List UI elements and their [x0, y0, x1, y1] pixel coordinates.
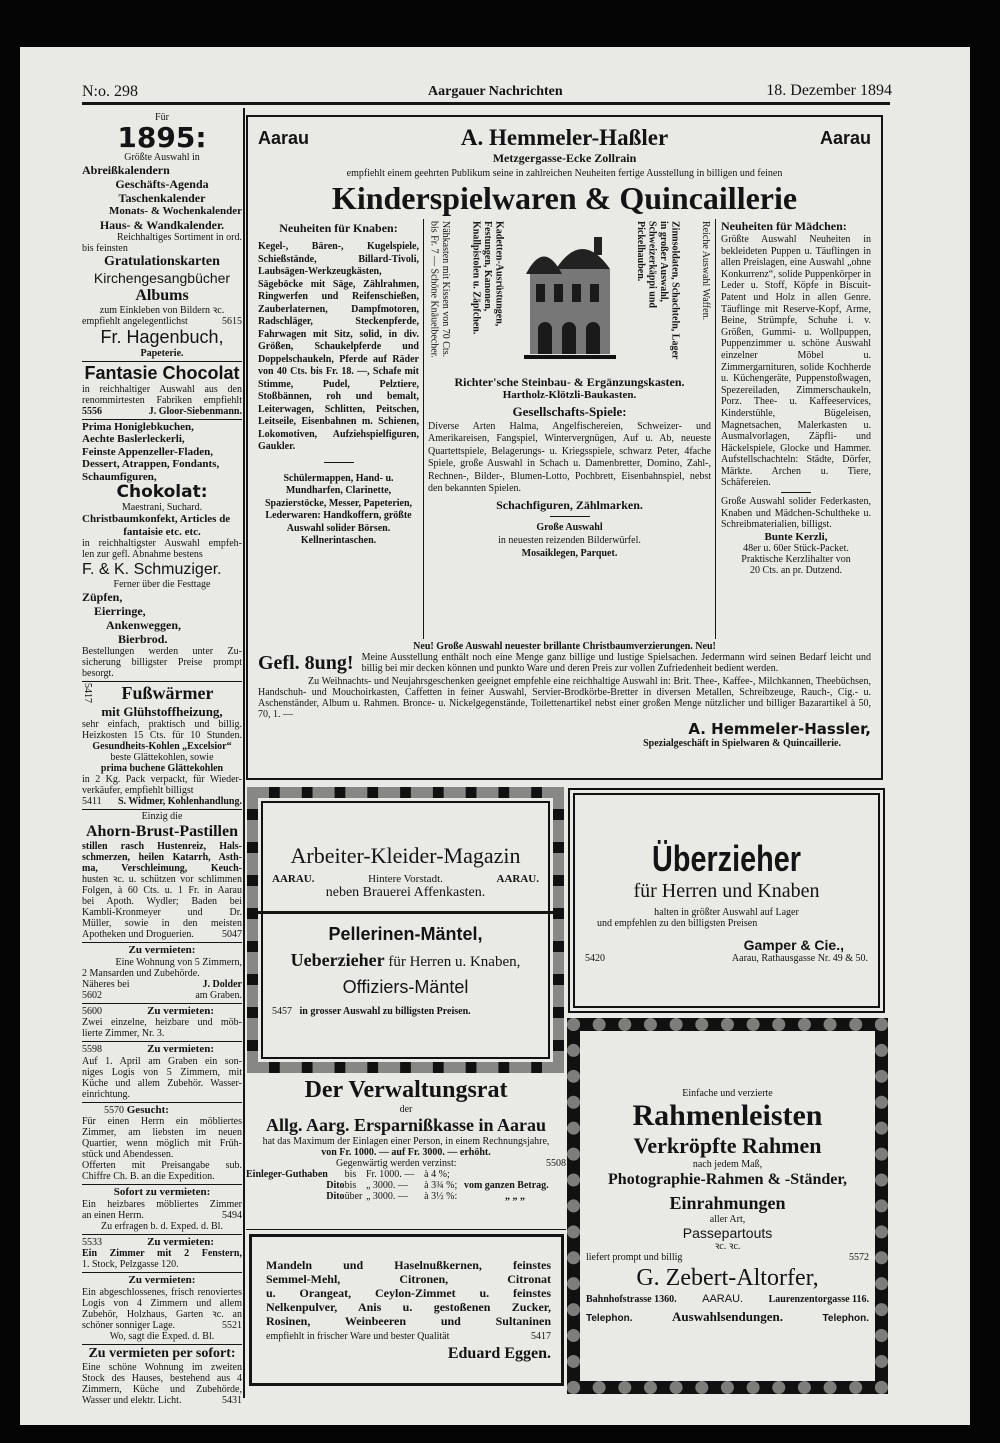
ad-number: 5600 — [82, 1005, 102, 1017]
text: Größte Auswahl Neuheiten in bekleideten Puppen u. Täuflingen in allen Preislagen, eine Auswahl „ohne Konkurrenz“, solide Puppenkörper in Leder u. Stoff, Köpfe in Biscuit-Patent und Holz in allen Genre. Täuflinge mit Reserve-Kopf, Arme, Beine, Strümpfe, Schuhe i. v. Größen, Gummi- u. Wollpuppen, Puppenzimmer u. schöne Auswahl einzelner Möbel u. Zimmergarnituren, solide Kochherde u. Küchengeräte, Puppenstoßwagen, Spezereiladen, Zimmerschaukeln, Porz. Thee- u. Kaffeeservices, Kinderstühle, Bügeleisen, Magnetsachen, Malerkasten u. Ausmalvorlagen, Zäpfli- und Häckelspiele, Glocke und Hammer. Aufstellschachteln: Städte, Dörfer, Märkte. Archen u. Tiere, Schäfereien. — [721, 234, 871, 489]
eggen-ad — [249, 1234, 564, 1386]
rent-ad-5494 — [82, 1185, 242, 1235]
text: Kirchengesangbücher — [93, 269, 231, 286]
text: Monats- & Wochenkalender — [108, 205, 242, 217]
ad-title: Zu vermieten: — [147, 1043, 214, 1055]
text: Kadetten-Ausrüstungen, Festungen, Kanonen, Knallpistolen u. Zäpfchen. — [470, 221, 505, 335]
text: Gefl. 8ung! — [258, 652, 354, 674]
text: besorgt. — [82, 668, 114, 679]
gamper-content — [575, 795, 878, 1006]
text: Zubehör, Holzhaus, Garten ꝛc. an — [82, 1308, 242, 1320]
schmuziger-ad — [82, 420, 242, 683]
cell: „ „ „ — [504, 1191, 525, 1202]
text: Logis von 4 Zimmern und allem — [82, 1297, 242, 1309]
chocolat-ad — [82, 362, 242, 420]
advertiser-name: S. Widmer, Kohlenhandlung. — [117, 796, 242, 807]
text: in reichhaltigster Auswahl empfeh- — [82, 538, 242, 549]
gamper-ad — [568, 788, 885, 1013]
text: Eine schöne Wohnung im zweiten — [82, 1361, 242, 1373]
text: an einen Herrn. — [82, 1209, 144, 1221]
ad-number: 5570 — [104, 1104, 124, 1116]
text: am Graben. — [195, 989, 242, 1001]
advertiser-name: J. Gloor-Siebenmann. — [148, 405, 242, 417]
issue-date: 18. Dezember 1894 — [766, 82, 892, 99]
ad-title: Zu vermieten per sofort: — [88, 1345, 236, 1361]
text: schöner sonniger Lage. — [82, 1319, 176, 1331]
text: Apotheken und Droguerien. — [82, 929, 194, 940]
text: Einzig die — [141, 811, 183, 822]
arbeiter-content — [258, 798, 553, 1062]
cell: „ 3000. — — [365, 1191, 408, 1202]
cell: à 3¾ %; — [424, 1180, 458, 1191]
ad-title: Überzieher — [652, 837, 801, 879]
text: Neu! Große Auswahl neuester brillante Christbaumverzierungen. Neu! — [413, 641, 716, 652]
text: Abreißkalendern — [82, 163, 170, 177]
hemmeler-ad — [246, 115, 883, 780]
cell: Fr. 1000. — — [365, 1169, 415, 1180]
section-title: Neuheiten für Mädchen: — [721, 219, 847, 233]
text: der — [399, 1104, 413, 1115]
ad-number: 5431 — [222, 1394, 242, 1406]
text: renommirtesten Fabriken empfiehlt — [82, 394, 242, 406]
text: Eierringe, — [94, 604, 146, 618]
text: Auswahlsendungen. — [672, 1308, 783, 1324]
text: Haus- & Wandkalender. — [99, 217, 225, 232]
text: Zu erfragen b. d. Exped. d. Bl. — [101, 1220, 223, 1232]
text: empfiehlt in frischer Ware und bester Qualität — [266, 1330, 450, 1342]
text: Schachfiguren, Zählmarken. — [496, 497, 643, 512]
text: Ein heizbares möbliertes Zimmer — [82, 1198, 242, 1210]
text: 2 Mansarden und Zubehörde. — [82, 967, 200, 979]
text: liefert prompt und billig — [586, 1252, 683, 1264]
girls-section — [716, 219, 871, 639]
divider — [258, 911, 553, 914]
text: Züpfen, — [82, 590, 123, 604]
text: Einfache und verzierte — [682, 1088, 773, 1100]
divider — [781, 492, 811, 493]
text: Offerten mit Preisangabe sub. — [82, 1160, 242, 1171]
text: sehr einfach, praktisch und billig. — [82, 719, 242, 730]
text: Telephon. — [586, 1312, 633, 1324]
text: empfiehlt angelegentlichst — [82, 315, 188, 327]
interest-table — [246, 1169, 566, 1202]
newspaper-title: Aargauer Nachrichten — [428, 84, 563, 99]
header-rule — [82, 102, 890, 105]
gefl-row — [258, 652, 871, 674]
ad-number: 5417 — [531, 1330, 551, 1342]
text: Für — [155, 112, 169, 123]
text: Prima Honiglebkuchen, — [82, 420, 194, 433]
divider — [324, 462, 354, 463]
text: schmerzen, heilen Katarrh, Asth- — [82, 852, 242, 863]
city-label: AARAU. — [702, 1293, 744, 1306]
rent-ad-5600 — [82, 1004, 242, 1043]
rent-ad-5598 — [82, 1042, 242, 1103]
text: Wasser und elektr. Licht. — [82, 1394, 182, 1406]
building-illustration — [524, 229, 616, 359]
ad-title: Fantasie Chocolat — [84, 362, 240, 383]
text: und empfehlen zu den billigsten Preisen — [597, 917, 758, 929]
text: Gratulationskarten — [104, 253, 220, 269]
text: Diverse Arten Halma, Angelfischereien, Schweizer- und Amerikareisen, Fangspiel, Wintervergnügen, Auf u. Ab, neueste Quartettspiele, Belagerungs- u. Kriegsspiele, schwarz Peter, 4fache Spiele, große Auswahl in Schach u. Damenbretter, Domino, Zahl-, Rechnen-, Bilder-, Blumen-Lotto, Pochbrett, Eisenbahnspiel, nebst den bekannten Spielen. — [428, 420, 711, 494]
text: Bunte Kerzli, — [764, 530, 828, 543]
text: für Herren und Knaben — [633, 879, 820, 902]
text: Zinnsoldaten, Schachteln, Lager in großer Auswahl, Schweizerkäppi und Pickelhauben. — [635, 221, 681, 360]
table-row — [246, 1180, 566, 1191]
text: einrichtung. — [82, 1088, 131, 1100]
text: ma, Verschleimung, Keuch- — [82, 863, 242, 874]
text: Gegenwärtig werden verzinst: — [336, 1158, 457, 1169]
text: Offiziers-Mäntel — [342, 977, 469, 998]
text: Für einen Herrn ein möbliertes — [82, 1116, 242, 1127]
ad-number: 5598 — [82, 1044, 102, 1055]
left-column — [82, 111, 242, 1408]
text: len zur gefl. Abnahme bestens — [82, 549, 203, 560]
city-label: AARAU. — [496, 872, 539, 885]
rent-ad-5521 — [82, 1273, 242, 1345]
text: Auf 1. April am Graben ein son- — [82, 1055, 242, 1067]
text: Große Auswahl — [536, 521, 603, 533]
ad-title: Zu vermieten: — [147, 1235, 214, 1248]
text: Papeterie. — [140, 347, 184, 359]
text: prima buchene Glättekohlen — [100, 763, 224, 774]
ad-number: 5521 — [222, 1319, 242, 1331]
ad-number: 5420 — [585, 952, 605, 964]
section-title: Gesellschafts-Spiele: — [512, 403, 627, 419]
text: Meine Ausstellung enthält noch eine Menge ganz billige und lustige Spielsachen. Jedermann wird seinen Bedarf leicht und billig bei mir decken können und punkto Ware und deren Preis zur vollen Zufriedenheit bedient werden. — [361, 652, 871, 674]
text: Größte Auswahl in — [124, 152, 200, 163]
text: 20 Cts. an pr. Dutzend. — [750, 565, 842, 577]
text: Müller, sowie in den meisten — [82, 918, 242, 929]
section-title: Richter'sche Steinbau- & Ergänzungskasten. — [454, 375, 685, 389]
ad-title: Allg. Aarg. Ersparnißkasse in Aarau — [265, 1115, 547, 1135]
text: Bestellungen werden unter Zu- — [82, 646, 242, 657]
text: Küche und allem Zubehör. Wasser- — [82, 1077, 242, 1089]
divider — [550, 516, 590, 517]
text: Zimmern, Küche und Zubehörde, — [82, 1383, 242, 1395]
text: Kegel-, Bären-, Kugelspiele, Schießstände, Billard-Tivoli, Laubsägen-Werkzeugkästen, Sägeböcke mit Säge, Zählrahmen, Ringwerfen und Reifenschießen, Zauberlaternen, Dampfmotoren, Radschläger, Steckenpferde, Fahrwagen mit Sitz, solid, in div. Größen, Schaukelpferde und Doppelschaukeln, Pferde auf Räder von 40 Cts. bis Fr. 18. —, Schafe mit Stimme, Pudel, Pelztiere, Stoßbännen, roh und bemalt, Leiterwagen, Schlitten, Peitschen, Leitseile, Eisenbahnen m. Schienen, Lokomotiven, Aufziehspielfiguren, Gaukler. — [258, 241, 419, 452]
text: Zwei einzelne, heizbare und möb- — [82, 1017, 242, 1028]
fusswaermer-ad — [82, 682, 242, 810]
ad-title: Fußwärmer — [121, 683, 214, 703]
text: halten in größter Auswahl auf Lager — [654, 906, 799, 918]
text: bei Apoth. Wydler; Baden bei — [82, 896, 242, 907]
ad-number: 5533 — [82, 1236, 102, 1248]
ersparniskasse-ad — [246, 1077, 566, 1202]
ad-title: Der Verwaltungsrat — [304, 1077, 508, 1103]
text: Mosaiklegen, Parquet. — [521, 547, 618, 559]
text: Photographie-Rahmen & -Ständer, — [608, 1171, 847, 1189]
text: sicherung billigster Preise prompt — [82, 657, 242, 668]
cell: Einleger-Guthaben — [246, 1169, 328, 1180]
text: Folgen, à 60 Cts. u. 1 Fr. in Aarau — [82, 885, 242, 896]
cell: vom ganzen Betrag. — [463, 1180, 549, 1191]
text: nach jedem Maß, — [692, 1159, 763, 1171]
text: Dessert, Atrappen, Fondants, — [82, 458, 220, 470]
text: Pellerinen-Mäntel, — [328, 924, 483, 945]
text: Christbaumkonfekt, Articles de — [82, 513, 231, 525]
text: Kambli-Kronmeyer und Dr. — [82, 907, 242, 918]
ad-title: Chokolat: — [116, 482, 208, 502]
text: Semmel-Mehl, Citronen, Citronat — [266, 1271, 551, 1286]
arbeiter-ad — [247, 787, 564, 1073]
text: beste Glättekohlen, sowie — [110, 752, 214, 763]
table-row — [246, 1169, 566, 1180]
text: Nähkasten mit Kissen von 70 Cts. bis Fr. 7 — Schöne Knäuelbecher. — [428, 221, 451, 358]
text: Mandeln und Haselnußkernen, feinstes — [266, 1257, 551, 1272]
ad-number: 5494 — [222, 1209, 242, 1221]
cell — [464, 1169, 566, 1180]
text: in 2 Kg. Pack verpackt, für Wieder- — [82, 774, 242, 785]
text: Heizkosten 15 Cts. für 10 Stunden. — [82, 730, 242, 741]
text: bis feinsten — [82, 242, 128, 254]
ad-number: 5411 — [82, 796, 102, 807]
section-title: Neuheiten für Knaben: — [279, 221, 398, 235]
ad-number: 5572 — [849, 1252, 869, 1264]
text: Ferner über die Festtage — [113, 579, 211, 590]
text: Albums — [135, 286, 189, 304]
text: Wo, sagt die Exped. d. Bl. — [109, 1330, 215, 1342]
text: Taschenkalender — [118, 191, 206, 205]
text: in neuesten reizenden Bilderwürfel. — [498, 534, 641, 546]
advertiser-name: Eduard Eggen. — [447, 1344, 551, 1362]
advertiser-name: A. Hemmeler-Hassler, — [688, 720, 871, 738]
text: Reichhaltiges Sortiment in ord. — [117, 231, 242, 243]
text: Verkröpfte Rahmen — [633, 1133, 822, 1159]
boys-section — [258, 219, 424, 639]
text: lierte Zimmer, Nr. 3. — [82, 1028, 165, 1039]
cell: à 4 %; — [424, 1169, 450, 1180]
city-label: AARAU. — [272, 872, 315, 885]
text: u. Orangeat, Ceylon-Zimmet u. feinstes — [266, 1285, 551, 1300]
text: 48er u. 60er Stück-Packet. — [743, 543, 849, 555]
text: husten ꝛc. u. schützen vor schlimmen — [82, 874, 242, 885]
cell: über — [344, 1191, 363, 1202]
ad-title: Gesucht: — [126, 1103, 169, 1116]
text: niges Logis von 5 Zimmern, mit — [82, 1066, 242, 1078]
calendar-ad — [82, 111, 242, 362]
ad-title: Zu vermieten: — [147, 1004, 214, 1017]
city-label: Aarau — [819, 127, 871, 148]
text: Feinste Appenzeller-Fladen, — [82, 445, 213, 458]
text: Eine Wohnung von 5 Zimmern, — [115, 956, 242, 968]
text: in reichhaltiger Auswahl aus den — [82, 383, 242, 395]
wanted-ad — [82, 1103, 242, 1186]
ad-title: Zu vermieten: — [128, 944, 196, 956]
divider — [246, 1229, 566, 1230]
text: Einrahmungen — [669, 1193, 786, 1214]
eggen-content — [252, 1237, 561, 1383]
text: Nelkenpulver, Anis u. gestoßenen Zucker, — [266, 1299, 551, 1314]
text: Aechte Baslerleckerli, — [82, 433, 185, 445]
text: Ein Zimmer mit 2 Fenstern, — [82, 1248, 242, 1259]
text: hat das Maximum der Einlagen einer Person, in einem Rechnungsjahre, — [262, 1136, 550, 1147]
columns — [258, 219, 871, 639]
ad-number: 5556 — [82, 405, 102, 417]
text: in grosser Auswahl zu billigsten Preisen. — [299, 1006, 471, 1018]
text: Reiche Auswahl Waffen. — [700, 221, 711, 321]
address: Aarau, Rathausgasse Nr. 49 & 50. — [731, 952, 868, 964]
address: Metzgergasse-Ecke Zollrain — [492, 151, 637, 165]
text: mit Glühstoffheizung, — [101, 704, 223, 719]
text: ꝛc. ꝛc. — [714, 1241, 741, 1253]
year-heading: 1895: — [117, 121, 207, 154]
text: Spezialgeschäft in Spielwaren & Quincaillerie. — [643, 738, 841, 749]
text: neben Brauerei Affenkasten. — [325, 885, 486, 901]
text: stillen rasch Hustenreiz, Hals- — [82, 841, 242, 852]
ad-number: 5508 — [546, 1158, 566, 1169]
illustration-row — [428, 221, 711, 371]
text: 1. Stock, Pelzgasse 120. — [82, 1259, 179, 1270]
address: Bahnhofstrasse 1360. — [586, 1294, 677, 1306]
text: stück und Abendessen. — [82, 1149, 174, 1160]
city-label: Aarau — [258, 127, 310, 148]
text: zum Einkleben von Bildern ꝛc. — [99, 304, 225, 316]
ad-number: 5602 — [82, 989, 102, 1001]
text: Näheres bei — [82, 978, 130, 990]
zebert-content — [580, 1031, 875, 1381]
rent-ad-5431 — [82, 1345, 242, 1408]
ad-number: 5417 — [82, 683, 93, 703]
text: von Fr. 1000. — auf Fr. 3000. — erhöht. — [321, 1147, 491, 1158]
text: Geschäfts-Agenda — [115, 177, 209, 191]
text: Zimmer, am liebsten im neuen — [82, 1127, 242, 1138]
ad-title: Kinderspielwaren & Quincaillerie — [331, 180, 798, 216]
text: Schülermappen, Hand- u. Mundharfen, Clarinette, Spazierstöcke, Messer, Papeterien, Lederwaren: Handkoffern, größte Auswahl solider Börsen. Kellnerintaschen. — [264, 472, 413, 546]
text: J. Dolder — [202, 978, 242, 990]
cell: à 3½ %: — [424, 1191, 458, 1202]
text: fantaisie etc. etc. — [123, 525, 201, 538]
text: Quartier, wenn möglich mit Früh- — [82, 1138, 242, 1149]
cell: Dito — [326, 1191, 345, 1202]
text: Hartholz-Klötzli-Baukasten. — [502, 389, 637, 401]
text: Chiffre Ch. B. an die Expedition. — [82, 1171, 215, 1182]
advertiser-name: G. Zebert-Altorfer, — [636, 1265, 819, 1292]
text: Passepartouts — [682, 1225, 773, 1242]
advertiser-name: A. Hemmeler-Haßler — [460, 125, 669, 150]
text: aller Art, — [709, 1214, 746, 1226]
ad-title: Sofort zu vermieten: — [113, 1186, 211, 1198]
ad-title: Zu vermieten: — [128, 1274, 196, 1286]
column-rule — [243, 108, 245, 1398]
cell: bis — [344, 1169, 357, 1180]
text: Telephon. — [822, 1312, 869, 1324]
ad-number: 5047 — [222, 929, 242, 940]
ad-number: 5457 — [272, 1006, 292, 1018]
ad-title: Rahmenleisten — [632, 1099, 823, 1133]
ad-number: 5615 — [222, 315, 242, 327]
text: Stock des Hauses, bestehend aus 4 — [82, 1372, 242, 1384]
text: für Herren u. Knaben, — [388, 954, 521, 971]
text: Rosinen, Weinbeeren und Sultaninen — [266, 1313, 551, 1328]
text: Ankenweggen, — [106, 618, 182, 632]
text: Gesundheits-Kohlen „Excelsior“ — [92, 741, 232, 752]
table-row — [246, 1191, 566, 1202]
text: Ueberzieher — [290, 950, 385, 971]
text: empfiehlt einem geehrten Publikum seine in zahlreichen Neuheiten fertige Ausstellung in billigen und feinen — [346, 168, 783, 179]
advertiser-name: Fr. Hagenbuch, — [100, 326, 224, 347]
ad-title: Ahorn-Brust-Pastillen — [86, 823, 238, 840]
text: Große Auswahl solider Federkasten, Knaben und Mädchen-Schultheke u. Schreibmaterialien, billigst. — [721, 496, 871, 531]
text: Zu Weihnachts- und Neujahrsgeschenken geeignet empfehle eine reichhaltige Auswahl in: Brit. Thee-, Kaffee-, Milchkannen, Theebüchsen, Handschuh- und Mouchoirkasten, Caffetten in feiner Auswahl, Servier-Brodkörbe-Bretter in diversen Metallen, Schreibzeuge, Rauch-, Cig.- u. Aschenständer, Album u. Rahmen. Bronce- u. Nickelgegenstände, Toilettenartikel nebst einer großen Menge nützlicher und billiger Bazarartikel à 50, 70, 1. — — [258, 676, 871, 720]
text: Ein abgeschlossenes, frisch renoviertes — [82, 1286, 242, 1298]
rent-ad-5533 — [82, 1235, 242, 1274]
text: Schaumfiguren, — [82, 470, 157, 483]
text: Praktische Kerzlihalter von — [741, 554, 851, 566]
rent-ad-5602 — [82, 943, 242, 1004]
advertiser-name: Gamper & Cie., — [743, 936, 844, 953]
text: Bierbrod. — [118, 632, 168, 646]
issue-number: N:o. 298 — [82, 83, 138, 100]
address: Laurenzentorgasse 116. — [768, 1294, 869, 1306]
zebert-ad — [567, 1018, 888, 1394]
cell: bis — [344, 1180, 357, 1191]
advertiser-name: F. & K. Schmuziger. — [82, 561, 222, 578]
address: Hintere Vorstadt. — [368, 872, 443, 885]
middle-section — [424, 219, 716, 639]
cell: „ 3000. — — [365, 1180, 408, 1191]
text: verkäufer, empfiehlt billigst — [82, 785, 194, 796]
cell: Dito — [326, 1180, 345, 1191]
ad-title: Arbeiter-Kleider-Magazin — [290, 842, 521, 868]
text: Maestrani, Suchard. — [121, 502, 203, 513]
ahorn-ad — [82, 810, 242, 943]
